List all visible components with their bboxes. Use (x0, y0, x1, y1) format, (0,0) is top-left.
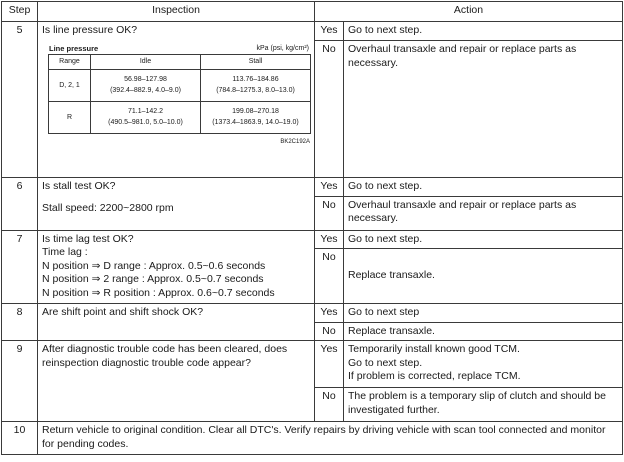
step-8-number: 8 (2, 304, 38, 341)
header-row (2, 2, 623, 22)
step-5-yes-row (2, 22, 623, 41)
lp-row-r (49, 101, 311, 133)
step-9-yes-row (2, 341, 623, 388)
step-10-text: Return vehicle to original condition. Clear all DTC's. Verify repairs by driving vehicle with scan tool connected and monitor for pending codes. (38, 422, 623, 455)
step-9-yes-action (344, 341, 623, 388)
line-pressure-table (48, 54, 311, 134)
step-6-number: 6 (2, 178, 38, 231)
lp-row-d21 (49, 69, 311, 101)
step-8-yes-action: Go to next step (344, 304, 623, 323)
step-9-no-label: No (315, 388, 344, 422)
lp-header-idle: Idle (91, 54, 201, 69)
step-6-yes-label: Yes (315, 178, 344, 197)
step-5-inspection (38, 22, 315, 178)
step-8-no-action: Replace transaxle. (344, 322, 623, 341)
step-5-no-action: Overhaul transaxle and repair or replace parts as necessary. (344, 41, 623, 178)
lp-range: R (49, 101, 91, 133)
step-9-yes-line: Temporarily install known good TCM. (348, 343, 520, 355)
step-10-row (2, 422, 623, 455)
step-7-inspection (38, 230, 315, 304)
step-8-no-label: No (315, 322, 344, 341)
header-action: Action (315, 2, 623, 22)
step-7-line: Time lag : (42, 246, 88, 258)
lp-stall-kpa: 113.76–184.86 (232, 76, 279, 83)
step-5-yes-action: Go to next step. (344, 22, 623, 41)
step-7-no-label: No (315, 249, 344, 304)
step-8-yes-label: Yes (315, 304, 344, 323)
step-9-number: 9 (2, 341, 38, 422)
step-6-no-action: Overhaul transaxle and repair or replace parts as necessary. (344, 196, 623, 230)
step-7-yes-row (2, 230, 623, 249)
step-8-yes-row (2, 304, 623, 323)
lp-header-range: Range (49, 54, 91, 69)
step-7-line: N position ⇒ R position : Approx. 0.6~0.7 seconds (42, 286, 275, 299)
step-9-no-action: The problem is a temporary slip of clutch and should be investigated further. (344, 388, 623, 422)
step-5-yes-label: Yes (315, 22, 344, 41)
step-10-number: 10 (2, 422, 38, 455)
step-7-yes-action: Go to next step. (344, 230, 623, 249)
step-8-question: Are shift point and shift shock OK? (38, 304, 315, 341)
line-pressure-figure (48, 42, 310, 150)
step-7-number: 7 (2, 230, 38, 304)
step-9-question: After diagnostic trouble code has been cleared, does reinspection diagnostic trouble code appear? (38, 341, 315, 422)
step-6-detail: Stall speed: 2200~2800 rpm (42, 201, 174, 214)
figure-code: BK2C192A (280, 138, 310, 145)
step-5-no-label: No (315, 41, 344, 178)
step-5-question: Is line pressure OK? (42, 24, 138, 36)
step-7-no-action: Replace transaxle. (344, 249, 623, 304)
step-7-line: N position ⇒ 2 range : Approx. 0.5~0.7 seconds (42, 273, 264, 285)
step-7-question: Is time lag test OK? (42, 232, 134, 245)
step-6-yes-row (2, 178, 623, 197)
lp-range: D, 2, 1 (49, 69, 91, 101)
lp-idle-alt: (490.5–981.0, 5.0–10.0) (108, 119, 183, 126)
step-9-yes-label: Yes (315, 341, 344, 388)
step-6-inspection (38, 178, 315, 231)
line-pressure-unit: kPa (psi, kg/cm²) (256, 44, 309, 52)
step-6-question: Is stall test OK? (42, 180, 116, 192)
step-6-no-label: No (315, 196, 344, 230)
lp-stall-alt: (784.8–1275.3, 8.0–13.0) (216, 87, 295, 94)
lp-stall-kpa: 199.08–270.18 (232, 108, 279, 115)
step-7-yes-label: Yes (315, 230, 344, 249)
lp-idle-kpa: 56.98–127.98 (124, 76, 167, 83)
diagnostic-table (1, 1, 623, 455)
lp-header-stall: Stall (201, 54, 311, 69)
step-5-number: 5 (2, 22, 38, 178)
step-9-yes-line: If problem is corrected, replace TCM. (348, 370, 521, 382)
step-6-yes-action: Go to next step. (344, 178, 623, 197)
step-9-yes-line: Go to next step. (348, 356, 423, 369)
header-step: Step (2, 2, 38, 22)
step-7-line: N position ⇒ D range : Approx. 0.5~0.6 seconds (42, 259, 266, 272)
lp-idle-alt: (392.4–882.9, 4.0–9.0) (110, 87, 181, 94)
lp-idle-kpa: 71.1–142.2 (127, 108, 164, 115)
header-inspection: Inspection (38, 2, 315, 22)
line-pressure-title: Line pressure (49, 43, 99, 53)
lp-stall-alt: (1373.4–1863.9, 14.0–19.0) (212, 119, 299, 126)
